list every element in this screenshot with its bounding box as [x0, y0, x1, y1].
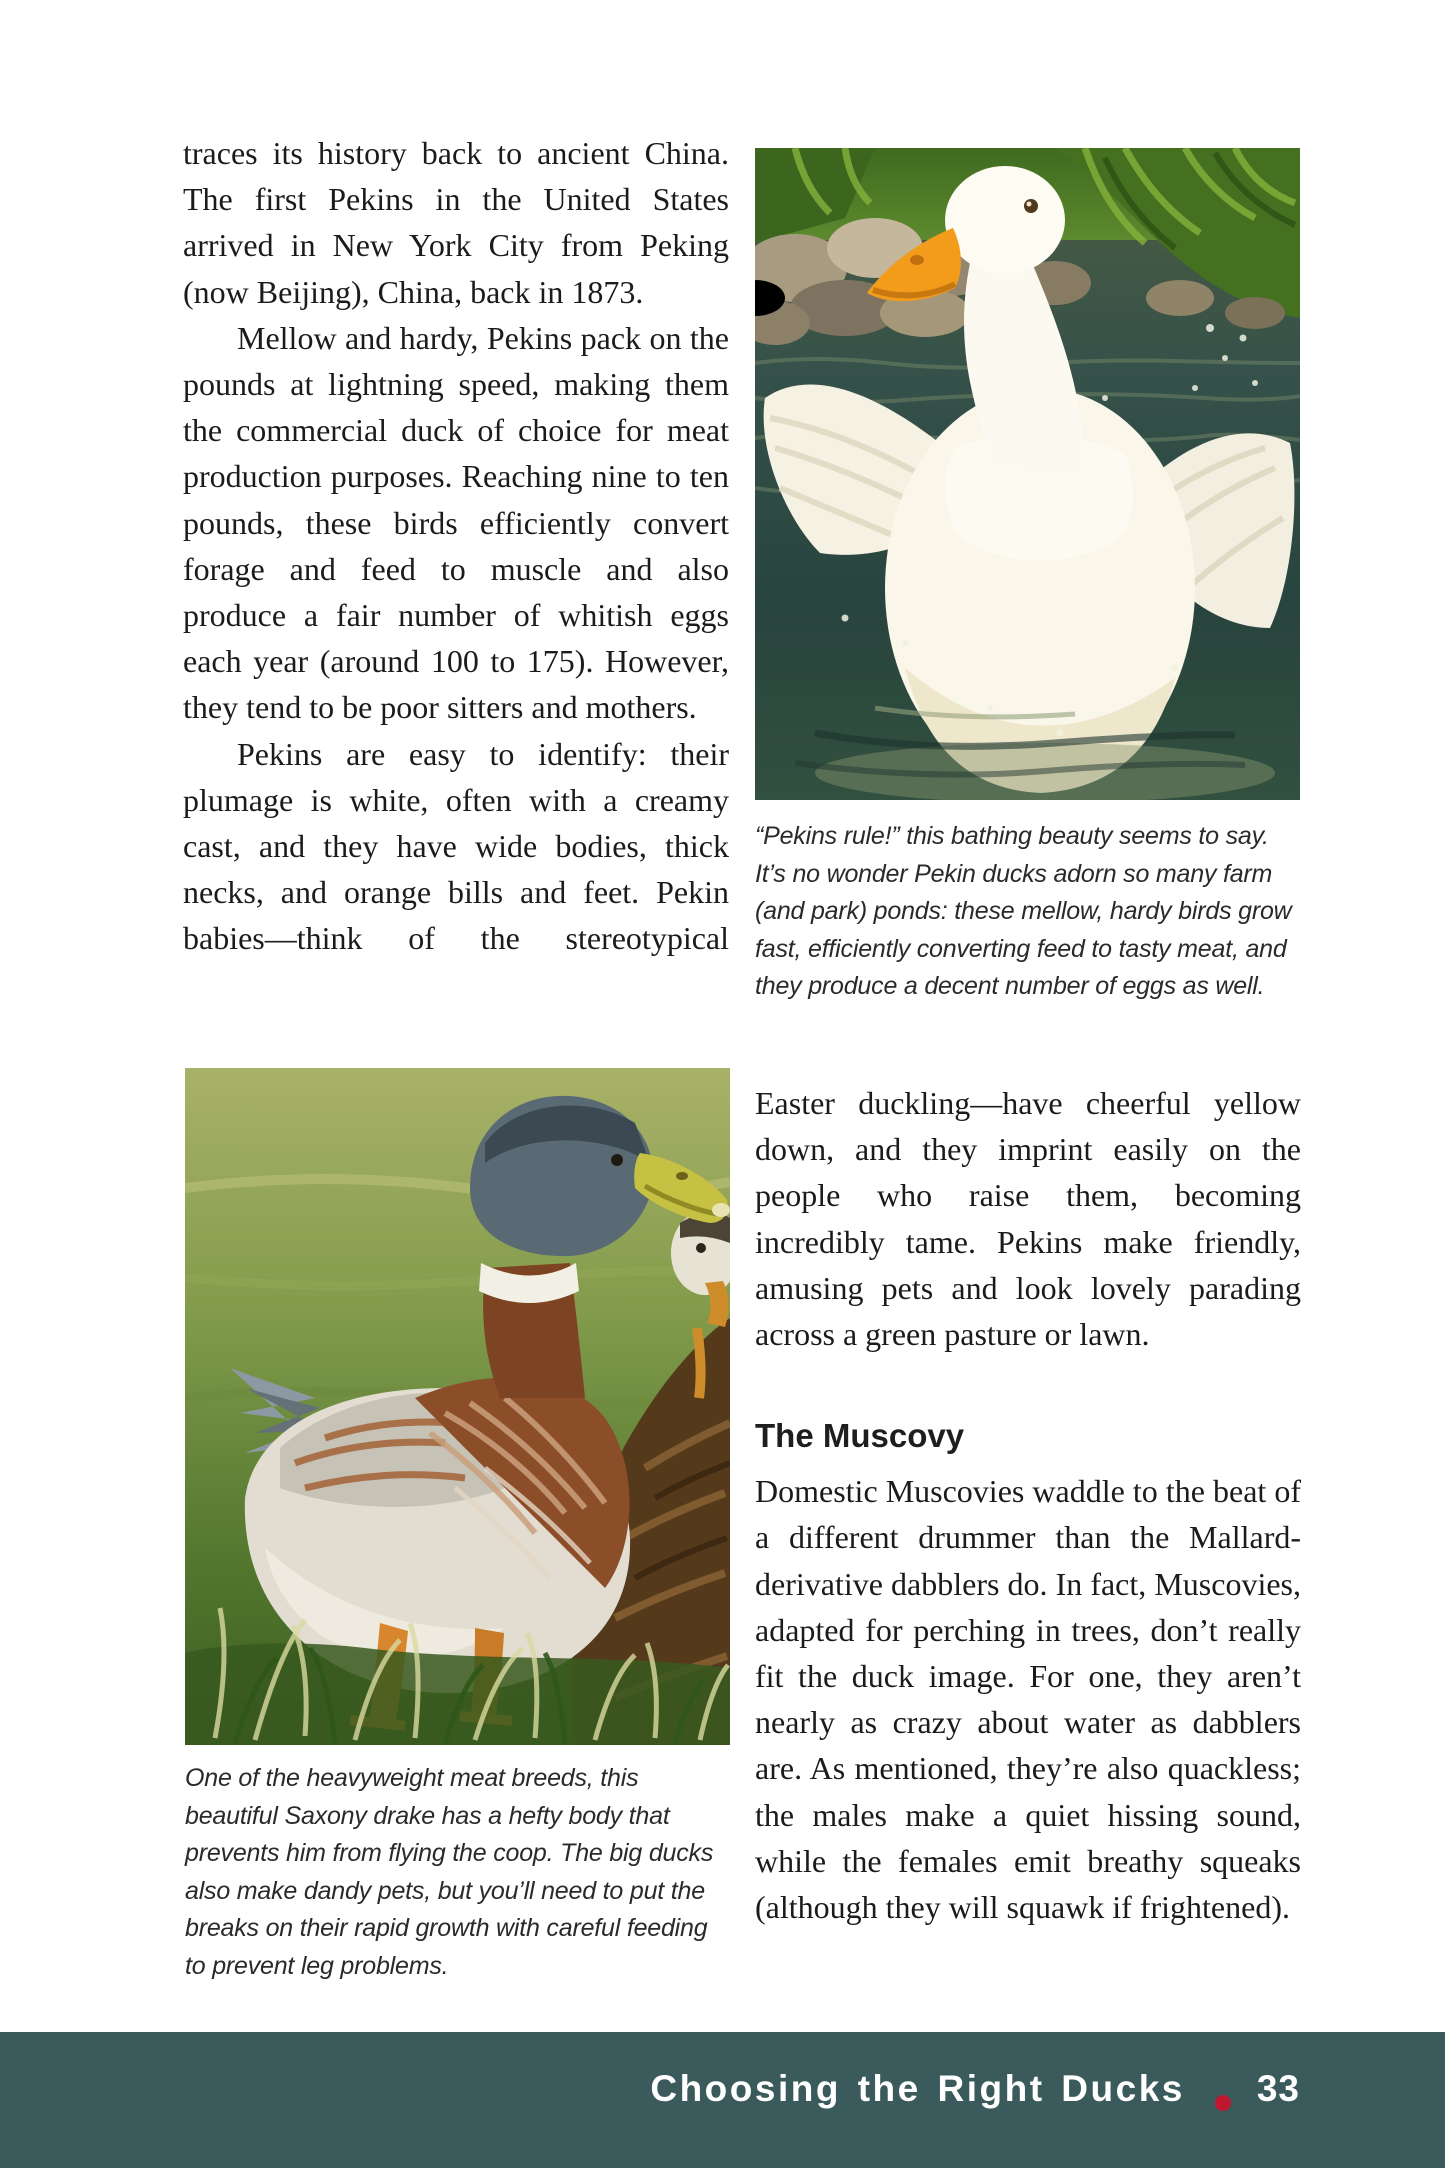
footer-chapter-title: Choosing the Right Ducks [650, 2068, 1185, 2109]
paragraph-pekin-qualities: Mellow and hardy, Pekins pack on the pounds at lightning speed, making them the commercial duck of choice for meat production purposes. Reaching nine to ten pounds, these birds efficiently convert forage and feed to muscle and also produce a fair number of whitish eggs each year (around 100 to 175). However, they tend to be poor sitters and mothers. [183, 319, 729, 726]
text-column-right [755, 1080, 1301, 1930]
footer-separator-dot [1215, 2095, 1231, 2111]
pekin-duck-photo [755, 148, 1300, 800]
paragraph-pekin-appearance: Pekins are easy to identify: their plumage is white, often with a creamy cast, and they have wide bodies, thick necks, and orange bills and feet. Pekin babies—think of the stereotypical [183, 735, 729, 957]
pekin-photo-illustration [755, 148, 1300, 800]
muscovy-section-heading: The Muscovy [755, 1417, 965, 1455]
footer-page-number: 33 [1256, 2068, 1300, 2109]
paragraph-pekin-pets: Easter duckling—have cheerful yellow down, and they imprint easily on the people who raise them, becoming incredibly tame. Pekins make friendly, amusing pets and look lovely parading across a green pasture or lawn. [755, 1085, 1301, 1353]
paragraph-pekin-history: traces its history back to ancient China. The first Pekins in the United States arrived in New York City from Peking (now Beijing), China, back in 1873. [183, 135, 729, 310]
saxony-drake-photo [185, 1068, 730, 1745]
saxony-photo-illustration [185, 1068, 730, 1745]
footer-bar [0, 2032, 1445, 2168]
saxony-photo-caption: One of the heavyweight meat breeds, this beautiful Saxony drake has a hefty body that prevents him from flying the coop. The big ducks also make dandy pets, but you’ll need to put the breaks on their rapid growth with careful feeding to prevent leg problems. [185, 1764, 714, 1980]
pekin-photo-caption: “Pekins rule!” this bathing beauty seems to say. It’s no wonder Pekin ducks adorn so many farm (and park) ponds: these mellow, hardy birds grow fast, efficiently converting feed to tasty meat, and they produce a decent number of eggs as well. [755, 822, 1292, 1000]
paragraph-muscovy-intro: Domestic Muscovies waddle to the beat of a different drummer than the Mallard-derivative dabblers do. In fact, Muscovies, adapted for perching in trees, don’t really fit the duck image. For one, they aren’t nearly as crazy about water as dabblers are. As mentioned, they’re also quackless; the males make a quiet hissing sound, while the females emit breathy squeaks (although they will squawk if frightened). [755, 1473, 1301, 1926]
text-column-left [183, 130, 729, 962]
